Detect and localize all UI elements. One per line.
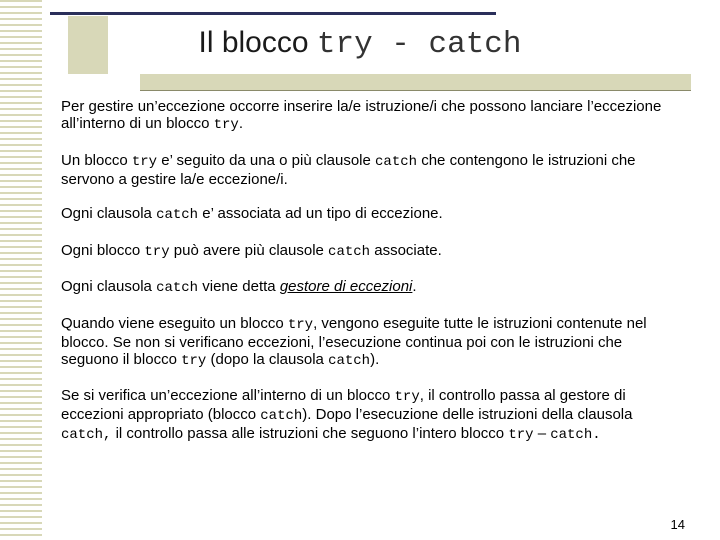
- body-paragraph: [61, 242, 671, 261]
- text-span: può avere più clausole: [169, 241, 329, 259]
- text-span: che contengono le istruzioni che servono a gestire la/e eccezione/i.: [61, 151, 636, 188]
- text-span: (dopo la clausola: [206, 350, 329, 368]
- code-span: try: [131, 153, 158, 170]
- code-span: try: [144, 243, 170, 260]
- code-span: try: [181, 352, 207, 369]
- body-paragraph: [61, 152, 671, 188]
- code-span: try: [508, 427, 534, 443]
- text-span: Per gestire un’eccezione occorre inserire la/e istruzione/i che possono lanciare l’eccezione all’interno di un blocco: [61, 98, 662, 132]
- slide-title-code: try - catch: [316, 27, 522, 62]
- code-span: catch: [375, 153, 418, 170]
- code-span: catch,: [61, 427, 112, 443]
- title-top-rule: [50, 12, 496, 15]
- text-span: ).: [370, 350, 380, 368]
- text-span: e’ associata ad un tipo di eccezione.: [198, 205, 443, 222]
- text-span: Quando viene eseguito un blocco: [61, 314, 288, 332]
- body-paragraph: [61, 278, 671, 297]
- slide-title-text: Il blocco: [198, 26, 317, 59]
- text-span: Se si verifica un’eccezione all’interno di un blocco: [61, 387, 395, 404]
- title-bottom-line: [140, 90, 691, 91]
- title-bottom-bar: [140, 74, 691, 90]
- text-span: e’ seguito da una o più clausole: [157, 151, 376, 169]
- code-span: catch: [260, 408, 303, 424]
- text-span: il controllo passa alle istruzioni che seguono l’intero blocco: [111, 425, 509, 442]
- code-span: catch: [156, 280, 199, 296]
- text-span: –: [533, 425, 551, 442]
- code-span: try: [287, 316, 314, 333]
- text-span: Un blocco: [61, 151, 132, 169]
- decorative-stripes: [0, 0, 42, 540]
- text-span: , vengono eseguite tutte le istruzioni contenute nel blocco. Se non si verificano eccezioni, l’esecuzione continua poi con le istruzioni che seguono il blocco: [61, 314, 647, 368]
- body-paragraph: [61, 98, 671, 134]
- text-span: associate.: [370, 241, 442, 259]
- emphasis-span: gestore di eccezioni: [279, 278, 413, 295]
- slide-body: [61, 98, 671, 462]
- text-span: viene detta: [198, 278, 280, 295]
- code-span: try: [213, 117, 239, 133]
- page-number: 14: [670, 517, 685, 532]
- body-paragraph: [61, 205, 671, 224]
- text-span: .: [238, 115, 243, 132]
- code-span: catch.: [550, 427, 601, 443]
- body-paragraph: [61, 315, 671, 370]
- code-span: catch: [328, 352, 371, 369]
- text-span: , il controllo passa al gestore di eccezioni appropriato (blocco: [61, 387, 626, 423]
- code-span: catch: [156, 207, 199, 223]
- text-span: Ogni blocco: [61, 241, 145, 259]
- slide-title: [0, 26, 720, 62]
- text-span: Ogni clausola: [61, 278, 157, 295]
- text-span: ). Dopo l’esecuzione delle istruzioni della clausola: [302, 406, 633, 423]
- code-span: try: [394, 389, 420, 405]
- text-span: .: [412, 278, 417, 295]
- code-span: catch: [328, 243, 371, 260]
- body-paragraph: [61, 387, 671, 444]
- text-span: Ogni clausola: [61, 205, 157, 222]
